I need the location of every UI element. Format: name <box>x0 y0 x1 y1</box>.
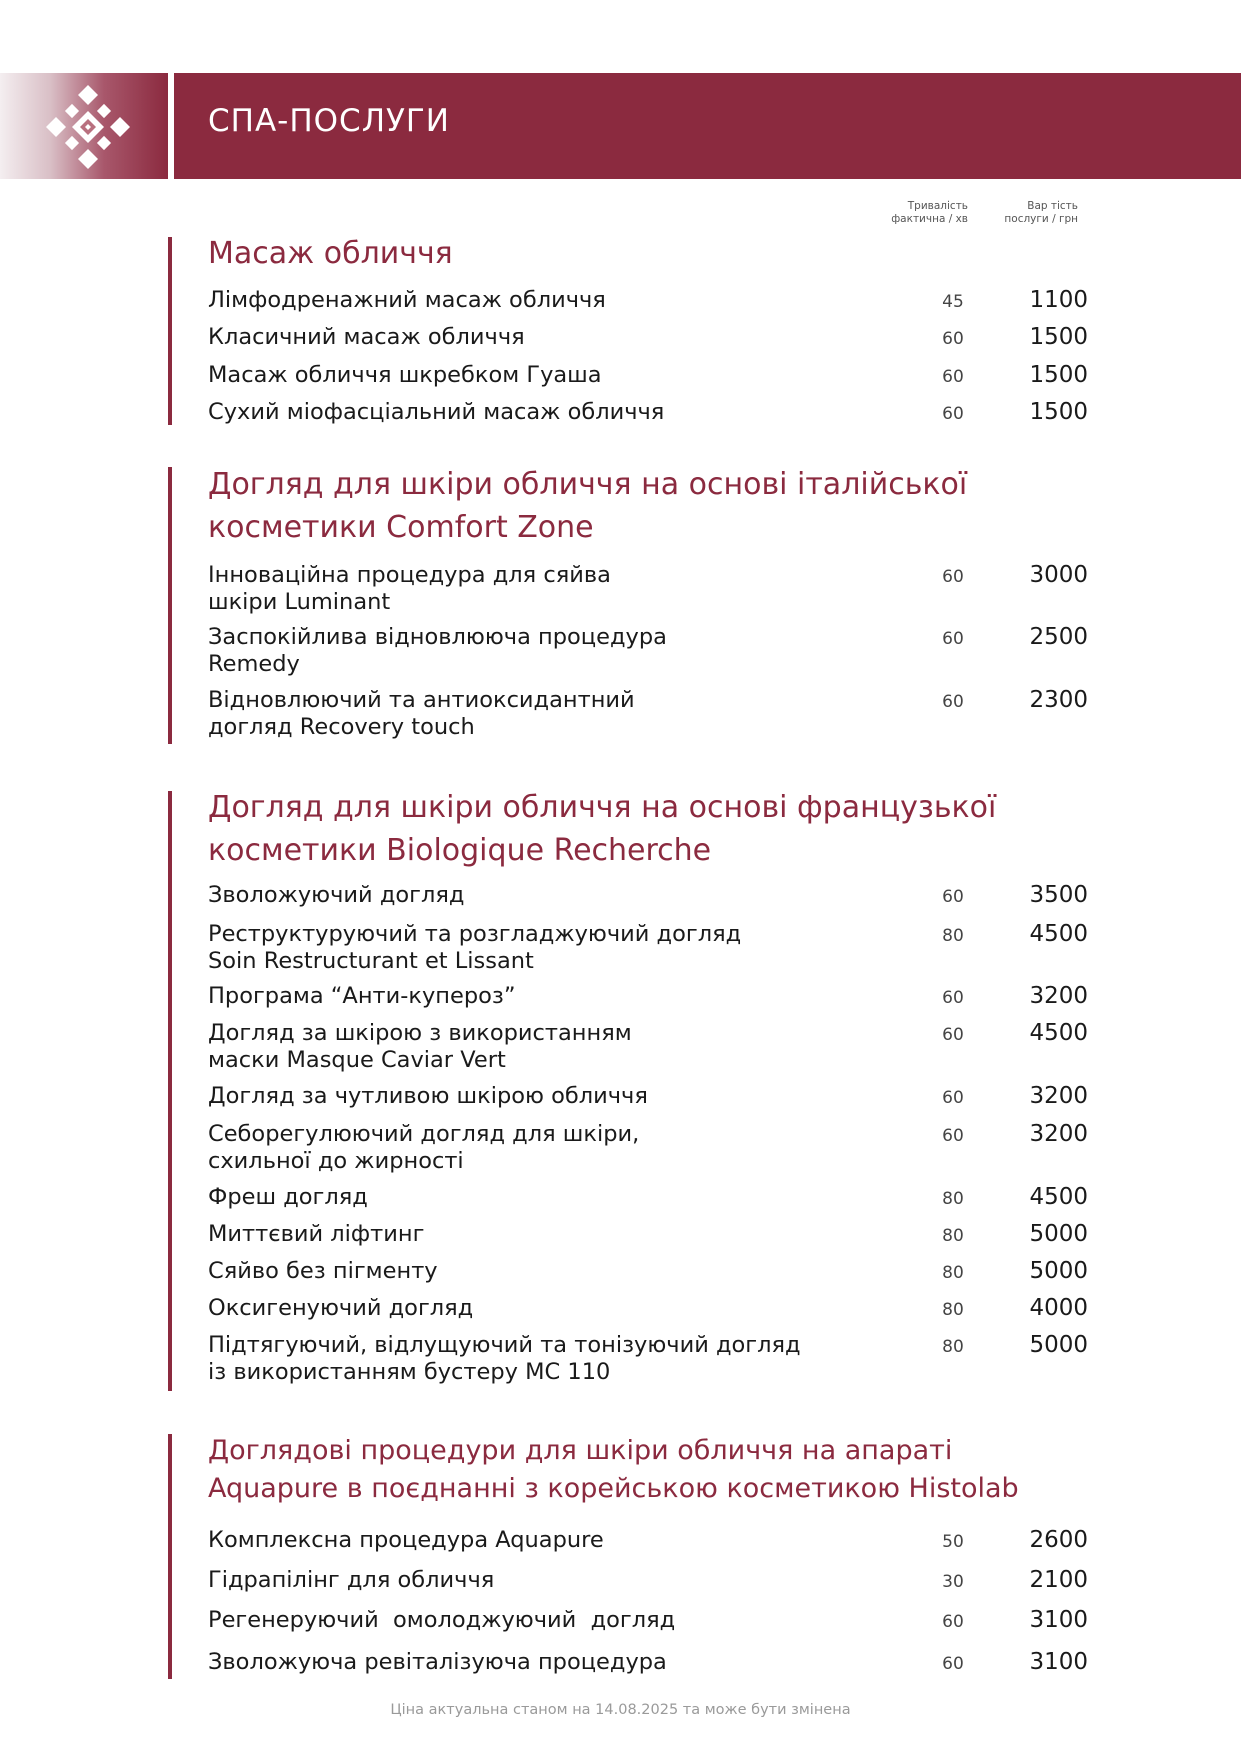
service-name-line: Оксигенуючий догляд <box>208 1295 474 1321</box>
service-duration: 50 <box>942 1532 964 1552</box>
service-name-line: Remedy <box>208 651 300 677</box>
section-biologique-recherche <box>168 791 1088 1391</box>
service-name-line: схильної до жирності <box>208 1148 464 1174</box>
service-name <box>208 624 667 678</box>
service-name-line: Сяйво без пігменту <box>208 1258 438 1284</box>
service-name-line: Реструктуруючий та розгладжуючий догляд <box>208 921 742 947</box>
section-title-line: Догляд для шкіри обличчя на основі французької <box>208 790 997 825</box>
service-duration: 60 <box>942 629 964 649</box>
section-title-line: Aquapure в поєднанні з корейською косметикою Histolab <box>208 1473 1019 1504</box>
service-name-line: Відновлюючий та антиоксидантний <box>208 687 635 713</box>
service-name <box>208 1020 632 1074</box>
service-duration: 60 <box>942 1612 964 1632</box>
service-name-line: Зволожуюча ревіталізуюча процедура <box>208 1649 667 1675</box>
section-title-line: Масаж обличчя <box>208 236 453 271</box>
service-name <box>208 1567 494 1594</box>
service-name-line: Миттєвий ліфтинг <box>208 1221 425 1247</box>
service-name <box>208 921 741 975</box>
service-price: 2500 <box>1029 624 1088 650</box>
service-duration: 60 <box>942 404 964 424</box>
service-name <box>208 1527 604 1554</box>
service-name <box>208 882 464 909</box>
section-accent-bar <box>168 467 172 744</box>
section-title <box>208 786 996 872</box>
service-duration: 80 <box>942 1226 964 1246</box>
service-name-line: Заспокійлива відновлююча процедура <box>208 624 667 650</box>
service-price: 1500 <box>1029 399 1088 425</box>
service-name-line: Догляд за чутливою шкірою обличчя <box>208 1083 648 1109</box>
duration-header-line2: фактична / хв <box>891 213 968 225</box>
service-price: 3000 <box>1029 562 1088 588</box>
service-name <box>208 362 602 389</box>
service-duration: 60 <box>942 1025 964 1045</box>
service-name-line: Догляд за шкірою з використанням <box>208 1020 632 1046</box>
service-name <box>208 1258 438 1285</box>
service-price: 4500 <box>1029 1184 1088 1210</box>
title-bar <box>174 73 1241 179</box>
service-name <box>208 983 516 1010</box>
service-name <box>208 1184 368 1211</box>
service-duration: 60 <box>942 329 964 349</box>
section-title-line: Догляд для шкіри обличчя на основі італійської <box>208 467 968 502</box>
section-comfort-zone <box>168 467 1088 744</box>
header-band <box>0 73 1241 179</box>
section-title <box>208 463 967 549</box>
section-aquapure-histolab <box>168 1434 1088 1679</box>
service-name <box>208 324 525 351</box>
service-name-line: Лімфодренажний масаж обличчя <box>208 287 606 313</box>
service-name <box>208 1649 667 1676</box>
service-name-line: Фреш догляд <box>208 1184 368 1210</box>
duration-column-header <box>880 200 968 226</box>
service-duration: 45 <box>942 292 964 312</box>
service-price: 1500 <box>1029 362 1088 388</box>
service-duration: 60 <box>942 367 964 387</box>
page-title: СПА-ПОСЛУГИ <box>208 103 451 139</box>
price-column-header <box>985 200 1078 226</box>
ornament-logo-icon <box>42 81 134 173</box>
price-header-line1: Вар тість <box>1027 200 1078 212</box>
service-price: 2100 <box>1029 1567 1088 1593</box>
service-duration: 80 <box>942 1337 964 1357</box>
service-name-line: Себорегулюючий догляд для шкіри, <box>208 1121 640 1147</box>
service-duration: 80 <box>942 1189 964 1209</box>
service-name <box>208 687 635 741</box>
service-name <box>208 399 664 426</box>
service-duration: 60 <box>942 1126 964 1146</box>
service-duration: 60 <box>942 567 964 587</box>
service-name-line: шкіри Luminant <box>208 589 391 615</box>
service-price: 3500 <box>1029 882 1088 908</box>
section-accent-bar <box>168 1434 172 1679</box>
service-name-line: Масаж обличчя шкребком Гуаша <box>208 362 602 388</box>
service-name-line: Сухий міофасціальний масаж обличчя <box>208 399 665 425</box>
service-name-line: Інноваційна процедура для сяйва <box>208 562 611 588</box>
service-name-line: Soin Restructurant et Lissant <box>208 948 534 974</box>
service-name <box>208 1083 648 1110</box>
service-name <box>208 562 611 616</box>
service-duration: 60 <box>942 887 964 907</box>
price-header-line2: послуги / грн <box>1004 213 1078 225</box>
price-disclaimer: Ціна актуальна станом на 14.08.2025 та може бути змінена <box>390 1702 851 1718</box>
service-duration: 30 <box>942 1572 964 1592</box>
service-price: 1100 <box>1029 287 1088 313</box>
service-duration: 60 <box>942 1654 964 1674</box>
duration-header-line1: Тривалість <box>907 200 968 212</box>
service-name-line: Підтягуючий, відлущуючий та тонізуючий догляд <box>208 1332 801 1358</box>
service-name <box>208 1121 639 1175</box>
section-accent-bar <box>168 791 172 1391</box>
section-title <box>208 232 453 275</box>
service-name <box>208 1607 675 1634</box>
service-name-line: Регенеруючий омолоджуючий догляд <box>208 1607 676 1633</box>
service-price: 2300 <box>1029 687 1088 713</box>
service-duration: 80 <box>942 1300 964 1320</box>
service-price: 3200 <box>1029 1083 1088 1109</box>
service-price: 3200 <box>1029 983 1088 1009</box>
section-face-massage <box>168 237 1088 425</box>
service-name <box>208 1332 801 1386</box>
logo-panel <box>0 73 168 179</box>
service-price: 1500 <box>1029 324 1088 350</box>
service-price: 5000 <box>1029 1258 1088 1284</box>
service-duration: 80 <box>942 926 964 946</box>
service-name-line: Комплексна процедура Aquapure <box>208 1527 604 1553</box>
service-name-line: маски Masque Caviar Vert <box>208 1047 506 1073</box>
service-name-line: догляд Recovery touch <box>208 714 475 740</box>
service-price: 2600 <box>1029 1527 1088 1553</box>
service-name-line: із використанням бустеру МС 110 <box>208 1359 611 1385</box>
service-price: 4500 <box>1029 1020 1088 1046</box>
service-name <box>208 287 606 314</box>
service-price: 5000 <box>1029 1332 1088 1358</box>
section-title-line: Доглядові процедури для шкіри обличчя на апараті <box>208 1435 953 1466</box>
service-name-line: Класичний масаж обличчя <box>208 324 525 350</box>
service-duration: 60 <box>942 692 964 712</box>
section-title-line: косметики Comfort Zone <box>208 510 594 545</box>
service-price: 5000 <box>1029 1221 1088 1247</box>
service-duration: 80 <box>942 1263 964 1283</box>
section-title <box>208 1432 1019 1508</box>
service-price: 4500 <box>1029 921 1088 947</box>
service-price: 3200 <box>1029 1121 1088 1147</box>
service-duration: 60 <box>942 1088 964 1108</box>
service-price: 3100 <box>1029 1649 1088 1675</box>
service-name-line: Програма “Анти-купероз” <box>208 983 516 1009</box>
service-price: 4000 <box>1029 1295 1088 1321</box>
service-name-line: Зволожуючий догляд <box>208 882 465 908</box>
service-price: 3100 <box>1029 1607 1088 1633</box>
service-name <box>208 1295 473 1322</box>
section-accent-bar <box>168 237 172 425</box>
service-name <box>208 1221 424 1248</box>
section-title-line: косметики Biologique Recherche <box>208 833 712 868</box>
service-duration: 60 <box>942 988 964 1008</box>
service-name-line: Гідрапілінг для обличчя <box>208 1567 495 1593</box>
